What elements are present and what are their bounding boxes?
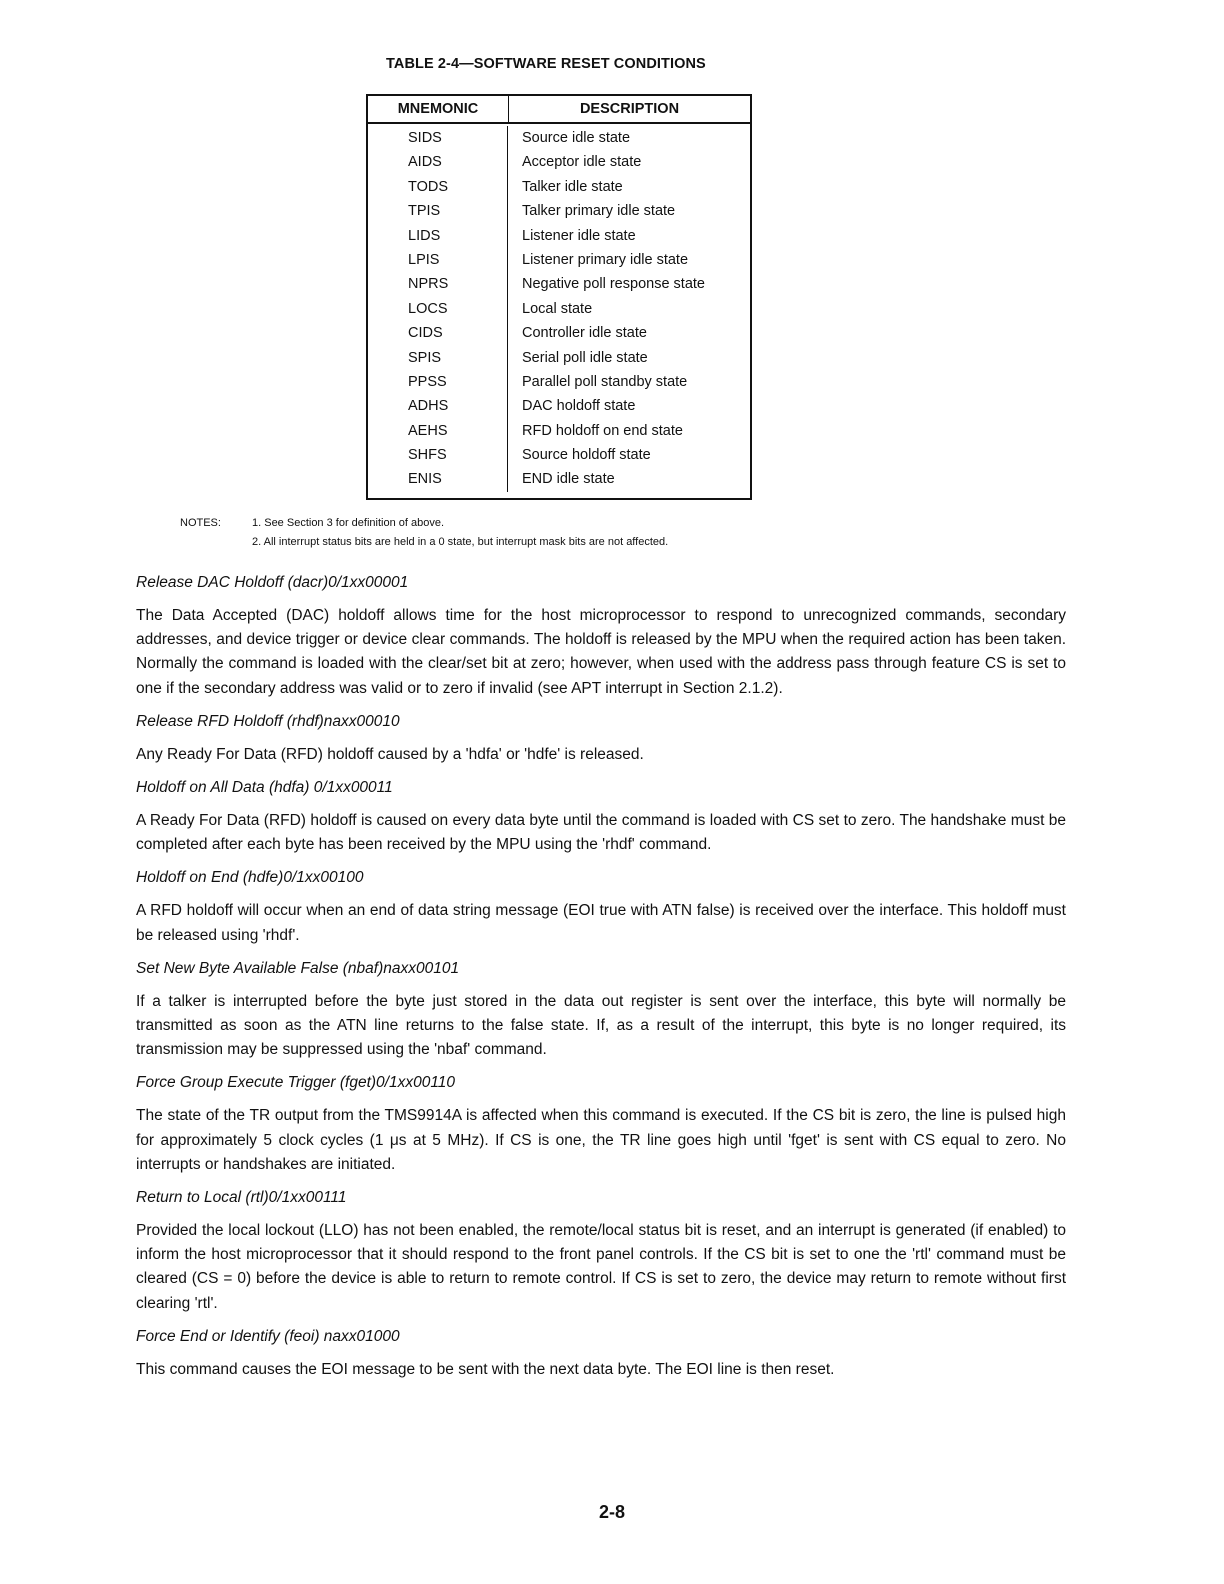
section-title-hdfe: Holdoff on End (hdfe)0/1xx00100 bbox=[136, 869, 364, 887]
table-cell-mnemonic: ADHS bbox=[408, 398, 449, 415]
section-body-fget: The state of the TR output from the TMS9914A is affected when this command is executed. If the CS bit is zero, the line is pulsed high for approximately 5 clock cycles (1 μs at 5 MHz). If CS is one, the TR line goes high until 'fget' is sent with CS equal to zero. No interrupts or handshakes are initiated. bbox=[136, 1107, 1066, 1173]
section-title-rhdf: Release RFD Holdoff (rhdf)naxx00010 bbox=[136, 712, 400, 730]
section-body-nbaf: If a talker is interrupted before the byte just stored in the data out register is sent over the interface, this byte will normally be transmitted as soon as the ATN line returns to the false state. If, as a result of the interrupt, this byte is no longer required, its transmission may be suppressed using the 'nbaf' command. bbox=[136, 992, 1066, 1059]
header-mnemonic: MNEMONIC bbox=[368, 96, 509, 122]
section-title-feoi: Force End or Identify (feoi) naxx01000 bbox=[136, 1327, 400, 1345]
table-cell-description: RFD holdoff on end state bbox=[522, 422, 683, 439]
table-cell-mnemonic: LPIS bbox=[408, 251, 440, 268]
software-reset-table bbox=[366, 94, 752, 500]
section-body-hdfa: A Ready For Data (RFD) holdoff is caused on every data byte until the command is loaded with CS set to zero. The handshake must be completed after each byte has been received by the MPU using the 'rhdf' command. bbox=[136, 812, 1066, 854]
section-body-hdfe: A RFD holdoff will occur when an end of data string message (EOI true with ATN false) is received over the interface. This holdoff must be released using 'rhdf'. bbox=[136, 902, 1066, 944]
table-cell-description: Negative poll response state bbox=[522, 276, 705, 293]
table-title: TABLE 2-4—SOFTWARE RESET CONDITIONS bbox=[386, 56, 706, 72]
table-cell-description: Talker primary idle state bbox=[522, 203, 676, 220]
notes-list bbox=[252, 514, 952, 552]
section-body-feoi: This command causes the EOI message to be sent with the next data byte. The EOI line is then reset. bbox=[136, 1360, 835, 1378]
section-title-dacr: Release DAC Holdoff (dacr)0/1xx00001 bbox=[136, 574, 409, 591]
section-title-fget: Force Group Execute Trigger (fget)0/1xx00110 bbox=[136, 1074, 456, 1092]
mnemonic-column bbox=[368, 126, 508, 492]
table-cell-description: Acceptor idle state bbox=[522, 154, 642, 171]
table-cell-description: Controller idle state bbox=[522, 325, 647, 342]
table-cell-description: Source idle state bbox=[522, 130, 631, 146]
section-title-rtl: Return to Local (rtl)0/1xx00111 bbox=[136, 1189, 347, 1207]
table-cell-mnemonic: TODS bbox=[408, 178, 449, 195]
section-body-rhdf: Any Ready For Data (RFD) holdoff caused by a 'hdfa' or 'hdfe' is released. bbox=[136, 745, 644, 763]
note-item: 2. All interrupt status bits are held in a 0 state, but interrupt mask bits are not affected. bbox=[252, 536, 669, 548]
table-cell-mnemonic: ENIS bbox=[408, 471, 442, 488]
section-body-dacr: The Data Accepted (DAC) holdoff allows time for the host microprocessor to respond to unrecognized commands, secondary addresses, and device trigger or device clear commands. The holdoff is released by the MPU when the required action has been taken. Normally the command is loaded with the clear/set bit at zero; however, when used with the address pass through feature CS is set to one if the secondary address was valid or to zero if invalid (see APT interrupt in Section 2.1.2). bbox=[136, 607, 1066, 697]
description-column bbox=[508, 126, 750, 492]
table-cell-mnemonic: PPSS bbox=[408, 373, 447, 390]
table-cell-description: Source holdoff state bbox=[522, 447, 651, 464]
table-cell-description: Listener primary idle state bbox=[522, 251, 689, 268]
table-cell-mnemonic: SHFS bbox=[408, 447, 447, 464]
command-descriptions bbox=[136, 572, 1066, 1392]
table-header-row bbox=[368, 96, 750, 124]
section-body-rtl: Provided the local lockout (LLO) has not been enabled, the remote/local status bit is reset, and an interrupt is generated (if enabled) to inform the host microprocessor that it should respond to the front panel controls. If the CS bit is set to one the 'rtl' command must be cleared (CS = 0) before the device is able to return to remote control. If CS is set to zero, the device may return to remote without first clearing 'rtl'. bbox=[136, 1222, 1066, 1312]
section-title-hdfa: Holdoff on All Data (hdfa) 0/1xx00011 bbox=[136, 779, 393, 797]
notes-label: NOTES: bbox=[180, 517, 221, 529]
header-description: DESCRIPTION bbox=[579, 101, 680, 117]
table-body bbox=[368, 124, 750, 498]
table-cell-description: Serial poll idle state bbox=[522, 349, 648, 366]
table-cell-mnemonic: SIDS bbox=[408, 130, 442, 146]
section-title-nbaf: Set New Byte Available False (nbaf)naxx00101 bbox=[136, 959, 460, 977]
table-cell-mnemonic: AIDS bbox=[408, 154, 442, 171]
note-item: 1. See Section 3 for definition of above. bbox=[252, 517, 445, 529]
table-cell-description: Talker idle state bbox=[522, 178, 623, 195]
table-cell-mnemonic: TPIS bbox=[408, 203, 441, 220]
table-cell-mnemonic: LIDS bbox=[408, 227, 441, 244]
table-cell-description: Listener idle state bbox=[522, 227, 636, 244]
table-cell-mnemonic: AEHS bbox=[408, 422, 448, 439]
page-number: 2-8 bbox=[598, 1502, 625, 1522]
table-cell-description: END idle state bbox=[522, 471, 615, 488]
table-cell-description: Local state bbox=[522, 300, 593, 317]
table-cell-mnemonic: NPRS bbox=[408, 276, 449, 293]
table-cell-description: DAC holdoff state bbox=[522, 398, 636, 415]
table-cell-description: Parallel poll standby state bbox=[522, 373, 688, 390]
table-cell-mnemonic: SPIS bbox=[408, 349, 442, 366]
table-cell-mnemonic: LOCS bbox=[408, 300, 448, 317]
table-cell-mnemonic: CIDS bbox=[408, 325, 443, 342]
